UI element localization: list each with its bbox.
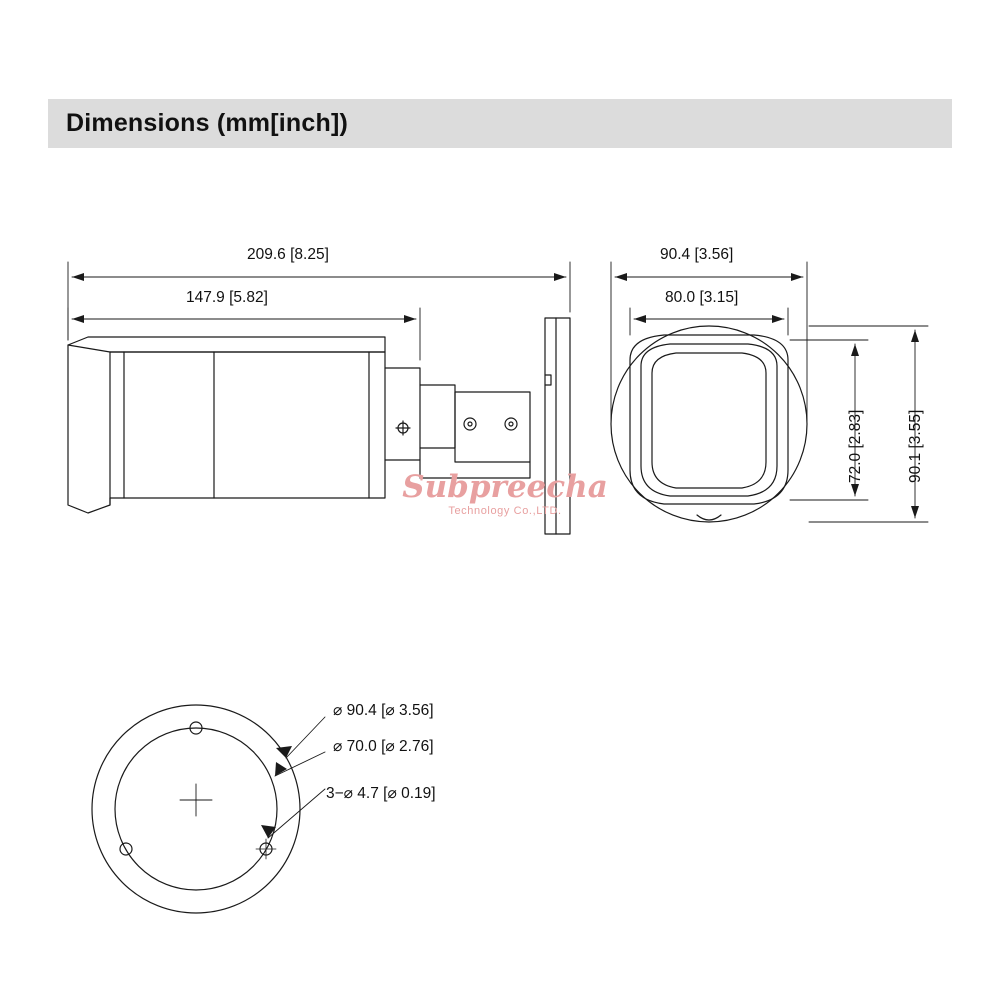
dim-label-front-inner-width: 80.0 [3.15] [665, 289, 739, 306]
leader-arrow-bolt-circle [275, 762, 287, 776]
arrow-fv-inner-left [634, 315, 646, 323]
dim-label-overall-length: 209.6 [8.25] [247, 246, 329, 263]
leader-arrow-outer-diameter [276, 746, 292, 758]
camera-body [110, 352, 385, 498]
dim-label-base-hole-callout: 3−⌀ 4.7 [⌀ 0.19] [326, 785, 436, 802]
front-bottom-tab [697, 515, 721, 520]
watermark-brand: Subpreecha [402, 469, 608, 505]
dim-label-base-bolt-circle: ⌀ 70.0 [⌀ 2.76] [333, 738, 434, 755]
dim-label-front-outer-width: 90.4 [3.56] [660, 246, 734, 263]
arrow-body-left [72, 315, 84, 323]
camera-base-plate [545, 318, 570, 534]
arrow-fv-outer-bottom [911, 506, 919, 518]
dim-label-front-outer-height: 90.1 [3.55] [907, 409, 924, 483]
dim-label-body-length: 147.9 [5.82] [186, 289, 268, 306]
front-faceplate-outer [630, 335, 788, 504]
front-lens-window [652, 353, 766, 488]
dim-label-front-inner-height: 72.0 [2.83] [847, 409, 864, 483]
base-plate-notch [545, 375, 551, 385]
arm-screw-1-center [468, 422, 472, 426]
arrow-body-right [404, 315, 416, 323]
leader-bolt-circle [275, 752, 325, 776]
page-title: Dimensions (mm[inch]) [66, 109, 348, 137]
arm-screw-1-icon [464, 418, 476, 430]
arrow-fv-inner-right [772, 315, 784, 323]
arm-screw-2-center [509, 422, 513, 426]
dim-label-base-outer-diameter: ⌀ 90.4 [⌀ 3.56] [333, 702, 434, 719]
camera-mount-joint [420, 385, 455, 448]
camera-sunshade-left [68, 345, 110, 513]
camera-mount-arm-lower [420, 460, 530, 478]
camera-mount-arm-upper [385, 368, 420, 460]
camera-mount-arm [455, 392, 530, 462]
arm-screw-2-icon [505, 418, 517, 430]
arrow-fv-outer-left [615, 273, 627, 281]
arrow-fv-inner-bottom [851, 484, 859, 496]
arrow-fv-inner-top [851, 344, 859, 356]
leader-outer-diameter [286, 717, 325, 758]
arrow-overall-right [554, 273, 566, 281]
arrow-overall-left [72, 273, 84, 281]
watermark-subtitle: Technology Co.,LTD. [448, 505, 562, 517]
front-faceplate-inner [641, 344, 777, 496]
arrow-fv-outer-right [791, 273, 803, 281]
arrow-fv-outer-top [911, 330, 919, 342]
camera-sunshade-top [68, 337, 385, 352]
